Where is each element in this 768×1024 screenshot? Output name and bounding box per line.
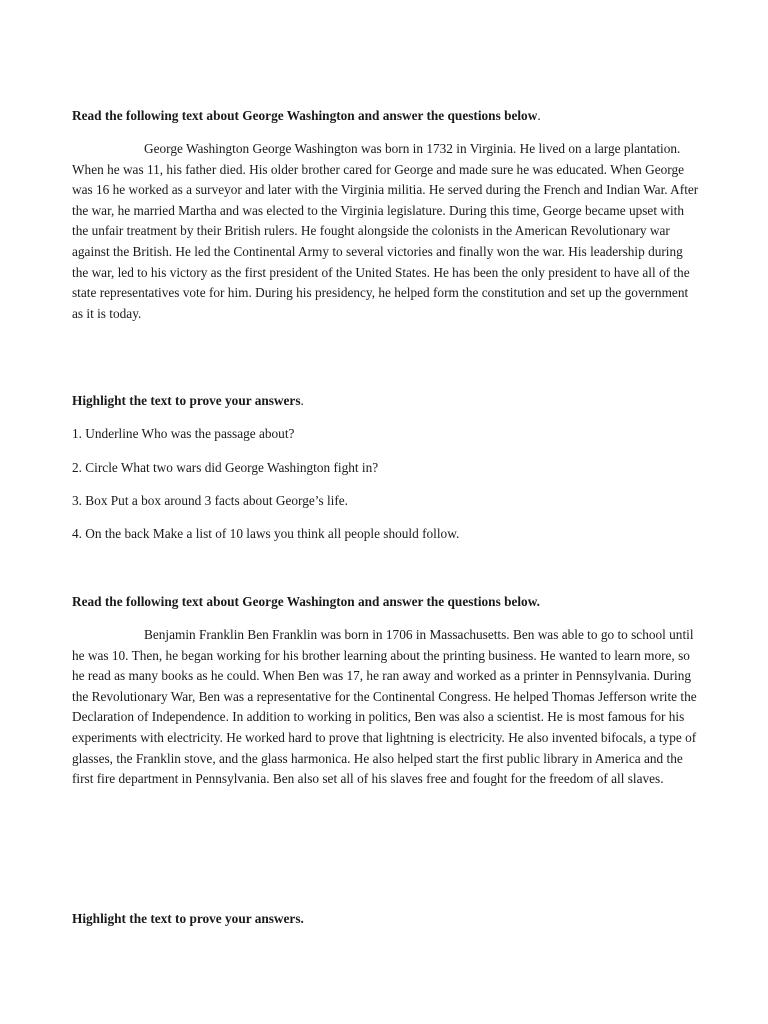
section2-paragraph	[72, 625, 700, 790]
section1-heading-text: Read the following text about George Washington and answer the questions below	[72, 108, 538, 123]
question-1: 1. Underline Who was the passage about?	[72, 426, 295, 441]
section1-paragraph	[72, 139, 700, 324]
section1-instruction-text: Highlight the text to prove your answers	[72, 393, 301, 408]
question-4: 4. On the back Make a list of 10 laws you think all people should follow.	[72, 526, 460, 541]
question-3: 3. Box Put a box around 3 facts about George’s life.	[72, 493, 348, 508]
section2-heading: Read the following text about George Washington and answer the questions below.	[72, 594, 540, 609]
section2-instruction: Highlight the text to prove your answers.	[72, 911, 304, 926]
section1-paragraph-text: George Washington George Washington was born in 1732 in Virginia. He lived on a large plantation. When he was 11, his father died. His older brother cared for George and made sure he was educated. When George was 16 he worked as a surveyor and later with the Virginia militia. He served during the French and Indian War. After the war, he married Martha and was elected to the Virginia legislature. During this time, George became upset with the unfair treatment by their British rulers. He fought alongside the colonists in the American Revolutionary war against the British. He led the Continental Army to several victories and finally won the war. His leadership during the war, led to his victory as the first president of the United States. He has been the only president to have all of the state representatives vote for him. During his presidency, he helped form the constitution and set up the government as it is today.	[72, 141, 699, 321]
question-2: 2. Circle What two wars did George Washington fight in?	[72, 460, 379, 475]
section2-paragraph-text: Benjamin Franklin Ben Franklin was born in 1706 in Massachusetts. Ben was able to go to school until he was 10. Then, he began working for his brother learning about the printing business. He wanted to learn more, so he read as many books as he could. When Ben was 17, he ran away and worked as a printer in Pennsylvania. During the Revolutionary War, Ben was a representative for the Continental Congress. He helped Thomas Jefferson write the Declaration of Independence. In addition to working in politics, Ben was also a scientist. He is most famous for his experiments with electricity. He worked hard to prove that lightning is electricity. He also invented bifocals, a type of glasses, the Franklin stove, and the glass harmonica. He also helped start the first public library in America and the first fire department in Pennsylvania. Ben also set all of his slaves free and fought for the freedom of all slaves.	[72, 627, 697, 787]
section1-instruction-tail: .	[300, 393, 304, 408]
section1-instruction	[72, 393, 712, 409]
section1-heading	[72, 108, 712, 124]
section1-heading-tail: .	[537, 108, 541, 123]
